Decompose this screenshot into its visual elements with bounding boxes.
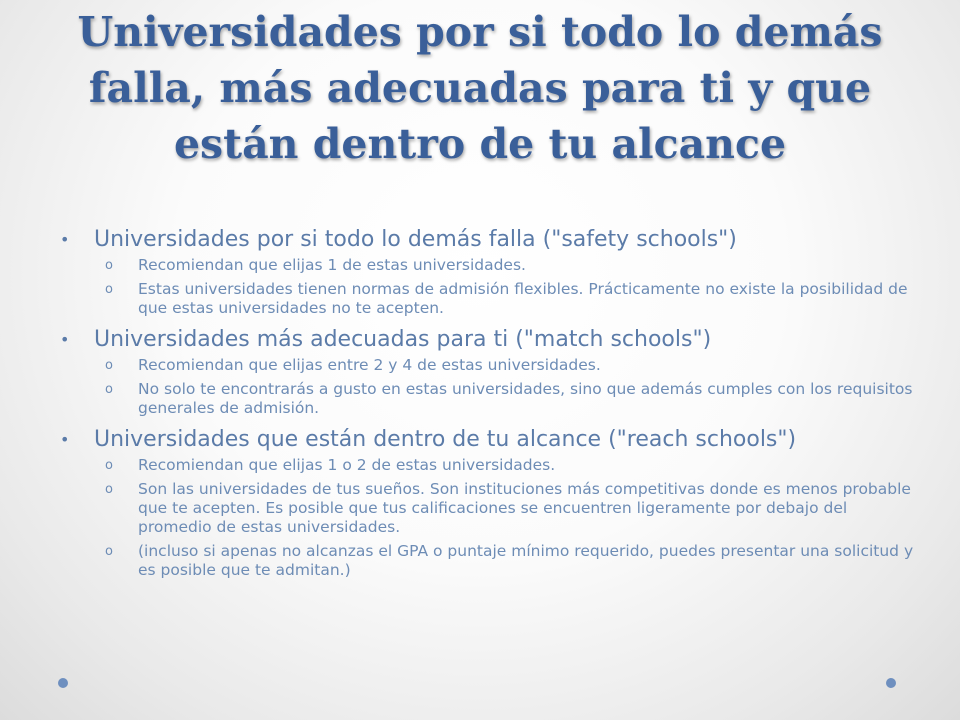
circle-bullet-icon: o [105,382,113,397]
bullet-icon: • [60,330,70,349]
sub-bullet-item [60,356,920,375]
circle-bullet-icon: o [105,282,113,297]
sub-bullet-item [60,542,920,580]
section-reach-schools [60,426,920,580]
sub-bullet-text: (incluso si apenas no alcanzas el GPA o puntaje mínimo requerido, puedes presentar una solicitud y es posible que te admitan.) [138,542,914,579]
sub-bullet-text: Recomiendan que elijas entre 2 y 4 de estas universidades. [138,356,601,374]
circle-bullet-icon: o [105,482,113,497]
bullet-icon: • [60,430,70,449]
footer-dot-left [58,678,68,688]
section-match-schools [60,326,920,418]
sub-bullet-text: Son las universidades de tus sueños. Son instituciones más competitivas donde es menos probable que te acepten. Es posible que tus calificaciones se encuentren ligeramente por debajo del promedio de estas universidades. [138,480,911,536]
sub-bullet-text: Recomiendan que elijas 1 o 2 de estas universidades. [138,456,556,474]
circle-bullet-icon: o [105,458,113,473]
circle-bullet-icon: o [105,544,113,559]
sub-bullet-item [60,280,920,318]
sub-bullet-text: Estas universidades tienen normas de admisión flexibles. Prácticamente no existe la posibilidad de que estas universidades no te acepten. [138,280,908,317]
footer-dot-right [886,678,896,688]
sub-bullet-item [60,256,920,275]
slide-title: Universidades por si todo lo demás falla, más adecuadas para ti y que están dentro de tu alcance [77,8,883,168]
bullet-item [60,326,920,354]
sub-bullet-list [60,356,920,418]
bullet-icon: • [60,230,70,249]
sub-bullet-item [60,480,920,537]
sub-bullet-text: Recomiendan que elijas 1 de estas universidades. [138,256,526,274]
slide-content [60,226,920,588]
circle-bullet-icon: o [105,258,113,273]
sub-bullet-item [60,380,920,418]
sub-bullet-list [60,456,920,580]
sub-bullet-list [60,256,920,318]
section-heading: Universidades más adecuadas para ti ("match schools") [94,327,712,352]
sub-bullet-item [60,456,920,475]
section-safety-schools [60,226,920,318]
section-heading: Universidades que están dentro de tu alcance ("reach schools") [94,427,797,452]
circle-bullet-icon: o [105,358,113,373]
section-heading: Universidades por si todo lo demás falla ("safety schools") [94,227,737,252]
bullet-item [60,226,920,254]
bullet-item [60,426,920,454]
sub-bullet-text: No solo te encontrarás a gusto en estas universidades, sino que además cumples con los requisitos generales de admisión. [138,380,913,417]
